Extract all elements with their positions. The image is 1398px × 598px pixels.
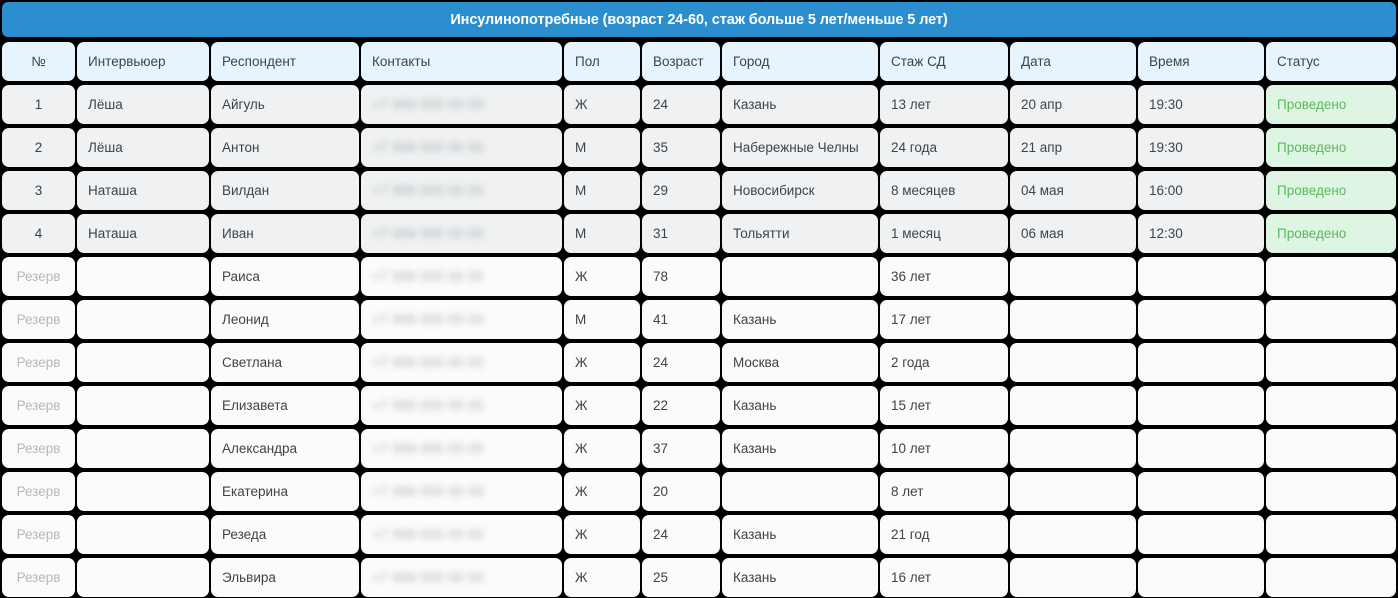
cell-cont[interactable] — [361, 214, 562, 253]
table-row — [0, 427, 1398, 470]
cell-age[interactable]: 29 — [642, 171, 720, 210]
column-header-age[interactable]: Возраст — [642, 42, 720, 81]
cell-exp[interactable]: 13 лет — [880, 85, 1008, 124]
cell-exp[interactable]: 36 лет — [880, 257, 1008, 296]
cell-date[interactable] — [1010, 300, 1136, 339]
cell-exp[interactable]: 8 лет — [880, 472, 1008, 511]
cell-num[interactable]: Резерв — [2, 472, 75, 511]
column-header-date[interactable]: Дата — [1010, 42, 1136, 81]
cell-gender[interactable]: М — [564, 300, 640, 339]
cell-age[interactable]: 35 — [642, 128, 720, 167]
cell-int[interactable] — [77, 515, 209, 554]
cell-gender[interactable]: Ж — [564, 386, 640, 425]
cell-time[interactable]: 19:30 — [1138, 128, 1264, 167]
cell-cont[interactable] — [361, 558, 562, 597]
cell-cont[interactable] — [361, 343, 562, 382]
cell-gender[interactable]: Ж — [564, 558, 640, 597]
cell-age[interactable]: 22 — [642, 386, 720, 425]
cell-gender[interactable]: Ж — [564, 343, 640, 382]
table-row — [0, 212, 1398, 255]
redacted-contact-text: +7 999 000 00 00 — [372, 355, 484, 370]
cell-date[interactable] — [1010, 429, 1136, 468]
cell-date[interactable] — [1010, 558, 1136, 597]
cell-num[interactable]: Резерв — [2, 343, 75, 382]
cell-int[interactable] — [77, 257, 209, 296]
cell-age[interactable]: 78 — [642, 257, 720, 296]
cell-city[interactable] — [722, 472, 878, 511]
cell-city[interactable]: Москва — [722, 343, 878, 382]
cell-date[interactable]: 20 апр — [1010, 85, 1136, 124]
cell-int[interactable] — [77, 343, 209, 382]
column-header-resp[interactable]: Респондент — [211, 42, 359, 81]
table-body — [0, 83, 1398, 598]
cell-age[interactable]: 25 — [642, 558, 720, 597]
cell-date[interactable] — [1010, 386, 1136, 425]
redacted-contact-text: +7 999 000 00 00 — [372, 441, 484, 456]
redacted-contact-text: +7 999 000 00 00 — [372, 269, 484, 284]
cell-resp[interactable]: Леонид — [211, 300, 359, 339]
cell-status[interactable] — [1266, 558, 1396, 597]
table-row — [0, 384, 1398, 427]
cell-int[interactable]: Лёша — [77, 128, 209, 167]
redacted-contact-text: +7 999 000 00 00 — [372, 183, 484, 198]
table-row — [0, 169, 1398, 212]
cell-int[interactable]: Лёша — [77, 85, 209, 124]
cell-exp[interactable]: 21 год — [880, 515, 1008, 554]
cell-resp[interactable]: Вилдан — [211, 171, 359, 210]
cell-gender[interactable]: Ж — [564, 429, 640, 468]
cell-num[interactable]: Резерв — [2, 558, 75, 597]
table-row — [0, 341, 1398, 384]
cell-status[interactable]: Проведено — [1266, 214, 1396, 253]
cell-resp[interactable]: Эльвира — [211, 558, 359, 597]
cell-date[interactable]: 04 мая — [1010, 171, 1136, 210]
cell-resp[interactable]: Екатерина — [211, 472, 359, 511]
redacted-contact-text: +7 999 000 00 00 — [372, 398, 484, 413]
table-header-row — [0, 40, 1398, 83]
cell-time[interactable]: 19:30 — [1138, 85, 1264, 124]
cell-time[interactable] — [1138, 558, 1264, 597]
data-table — [0, 40, 1398, 598]
cell-status[interactable] — [1266, 515, 1396, 554]
cell-city[interactable]: Казань — [722, 429, 878, 468]
cell-resp[interactable]: Резеда — [211, 515, 359, 554]
cell-age[interactable]: 24 — [642, 85, 720, 124]
table-row — [0, 298, 1398, 341]
cell-status[interactable] — [1266, 343, 1396, 382]
cell-status[interactable] — [1266, 386, 1396, 425]
cell-exp[interactable]: 17 лет — [880, 300, 1008, 339]
cell-cont[interactable] — [361, 515, 562, 554]
cell-gender[interactable]: М — [564, 171, 640, 210]
cell-date[interactable]: 21 апр — [1010, 128, 1136, 167]
cell-time[interactable] — [1138, 472, 1264, 511]
table-row — [0, 126, 1398, 169]
column-header-city[interactable]: Город — [722, 42, 878, 81]
cell-resp[interactable]: Антон — [211, 128, 359, 167]
cell-num[interactable]: Резерв — [2, 257, 75, 296]
cell-date[interactable] — [1010, 515, 1136, 554]
cell-city[interactable]: Казань — [722, 558, 878, 597]
cell-time[interactable] — [1138, 343, 1264, 382]
cell-gender[interactable]: Ж — [564, 257, 640, 296]
table-row — [0, 83, 1398, 126]
cell-num[interactable]: Резерв — [2, 429, 75, 468]
cell-int[interactable]: Наташа — [77, 171, 209, 210]
cell-num[interactable]: Резерв — [2, 300, 75, 339]
cell-resp[interactable]: Раиса — [211, 257, 359, 296]
cell-cont[interactable] — [361, 300, 562, 339]
sheet-title-banner — [2, 2, 1396, 37]
cell-int[interactable] — [77, 472, 209, 511]
cell-age[interactable]: 41 — [642, 300, 720, 339]
cell-cont[interactable] — [361, 386, 562, 425]
cell-exp[interactable]: 24 года — [880, 128, 1008, 167]
cell-cont[interactable] — [361, 257, 562, 296]
cell-int[interactable] — [77, 300, 209, 339]
cell-num[interactable]: 2 — [2, 128, 75, 167]
column-header-time[interactable]: Время — [1138, 42, 1264, 81]
cell-num[interactable]: Резерв — [2, 515, 75, 554]
cell-status[interactable]: Проведено — [1266, 171, 1396, 210]
column-header-num[interactable]: № — [2, 42, 75, 81]
cell-time[interactable] — [1138, 515, 1264, 554]
cell-num[interactable]: 3 — [2, 171, 75, 210]
cell-date[interactable]: 06 мая — [1010, 214, 1136, 253]
cell-gender[interactable]: М — [564, 214, 640, 253]
cell-cont[interactable] — [361, 128, 562, 167]
cell-int[interactable] — [77, 558, 209, 597]
column-header-exp[interactable]: Стаж СД — [880, 42, 1008, 81]
cell-age[interactable]: 37 — [642, 429, 720, 468]
cell-status[interactable]: Проведено — [1266, 85, 1396, 124]
cell-city[interactable]: Казань — [722, 515, 878, 554]
redacted-contact-text: +7 999 000 00 00 — [372, 570, 484, 585]
cell-time[interactable] — [1138, 429, 1264, 468]
cell-age[interactable]: 24 — [642, 343, 720, 382]
table-row — [0, 470, 1398, 513]
redacted-contact-text: +7 999 000 00 00 — [372, 484, 484, 499]
cell-exp[interactable]: 2 года — [880, 343, 1008, 382]
table-row — [0, 513, 1398, 556]
redacted-contact-text: +7 999 000 00 00 — [372, 312, 484, 327]
column-header-int[interactable]: Интервьюер — [77, 42, 209, 81]
cell-city[interactable] — [722, 257, 878, 296]
cell-cont[interactable] — [361, 85, 562, 124]
redacted-contact-text: +7 999 000 00 00 — [372, 226, 484, 241]
cell-exp[interactable]: 8 месяцев — [880, 171, 1008, 210]
cell-time[interactable]: 16:00 — [1138, 171, 1264, 210]
redacted-contact-text: +7 999 000 00 00 — [372, 527, 484, 542]
cell-exp[interactable]: 15 лет — [880, 386, 1008, 425]
cell-num[interactable]: 4 — [2, 214, 75, 253]
cell-num[interactable]: 1 — [2, 85, 75, 124]
cell-gender[interactable]: Ж — [564, 85, 640, 124]
cell-city[interactable]: Набережные Челны — [722, 128, 878, 167]
cell-city[interactable]: Новосибирск — [722, 171, 878, 210]
cell-city[interactable]: Казань — [722, 85, 878, 124]
cell-status[interactable]: Проведено — [1266, 128, 1396, 167]
redacted-contact-text: +7 999 000 00 00 — [372, 97, 484, 112]
cell-time[interactable] — [1138, 257, 1264, 296]
cell-date[interactable] — [1010, 472, 1136, 511]
cell-exp[interactable]: 10 лет — [880, 429, 1008, 468]
cell-resp[interactable]: Елизавета — [211, 386, 359, 425]
cell-gender[interactable]: Ж — [564, 472, 640, 511]
cell-time[interactable] — [1138, 300, 1264, 339]
cell-time[interactable] — [1138, 386, 1264, 425]
cell-time[interactable]: 12:30 — [1138, 214, 1264, 253]
cell-status[interactable] — [1266, 472, 1396, 511]
cell-int[interactable]: Наташа — [77, 214, 209, 253]
column-header-gender[interactable]: Пол — [564, 42, 640, 81]
cell-age[interactable]: 24 — [642, 515, 720, 554]
cell-num[interactable]: Резерв — [2, 386, 75, 425]
cell-cont[interactable] — [361, 472, 562, 511]
cell-age[interactable]: 31 — [642, 214, 720, 253]
cell-resp[interactable]: Иван — [211, 214, 359, 253]
cell-exp[interactable]: 1 месяц — [880, 214, 1008, 253]
cell-age[interactable]: 20 — [642, 472, 720, 511]
cell-gender[interactable]: М — [564, 128, 640, 167]
cell-city[interactable]: Казань — [722, 386, 878, 425]
column-header-cont[interactable]: Контакты — [361, 42, 562, 81]
cell-cont[interactable] — [361, 429, 562, 468]
cell-cont[interactable] — [361, 171, 562, 210]
cell-resp[interactable]: Светлана — [211, 343, 359, 382]
cell-date[interactable] — [1010, 257, 1136, 296]
cell-city[interactable]: Тольятти — [722, 214, 878, 253]
cell-status[interactable] — [1266, 300, 1396, 339]
cell-int[interactable] — [77, 386, 209, 425]
cell-resp[interactable]: Александра — [211, 429, 359, 468]
cell-status[interactable] — [1266, 257, 1396, 296]
redacted-contact-text: +7 999 000 00 00 — [372, 140, 484, 155]
cell-resp[interactable]: Айгуль — [211, 85, 359, 124]
table-row — [0, 255, 1398, 298]
page-title: Инсулинопотребные (возраст 24-60, стаж больше 5 лет/меньше 5 лет) — [450, 11, 948, 28]
cell-gender[interactable]: Ж — [564, 515, 640, 554]
cell-int[interactable] — [77, 429, 209, 468]
column-header-status[interactable]: Статус — [1266, 42, 1396, 81]
cell-city[interactable]: Казань — [722, 300, 878, 339]
table-row — [0, 556, 1398, 598]
cell-date[interactable] — [1010, 343, 1136, 382]
cell-status[interactable] — [1266, 429, 1396, 468]
cell-exp[interactable]: 16 лет — [880, 558, 1008, 597]
